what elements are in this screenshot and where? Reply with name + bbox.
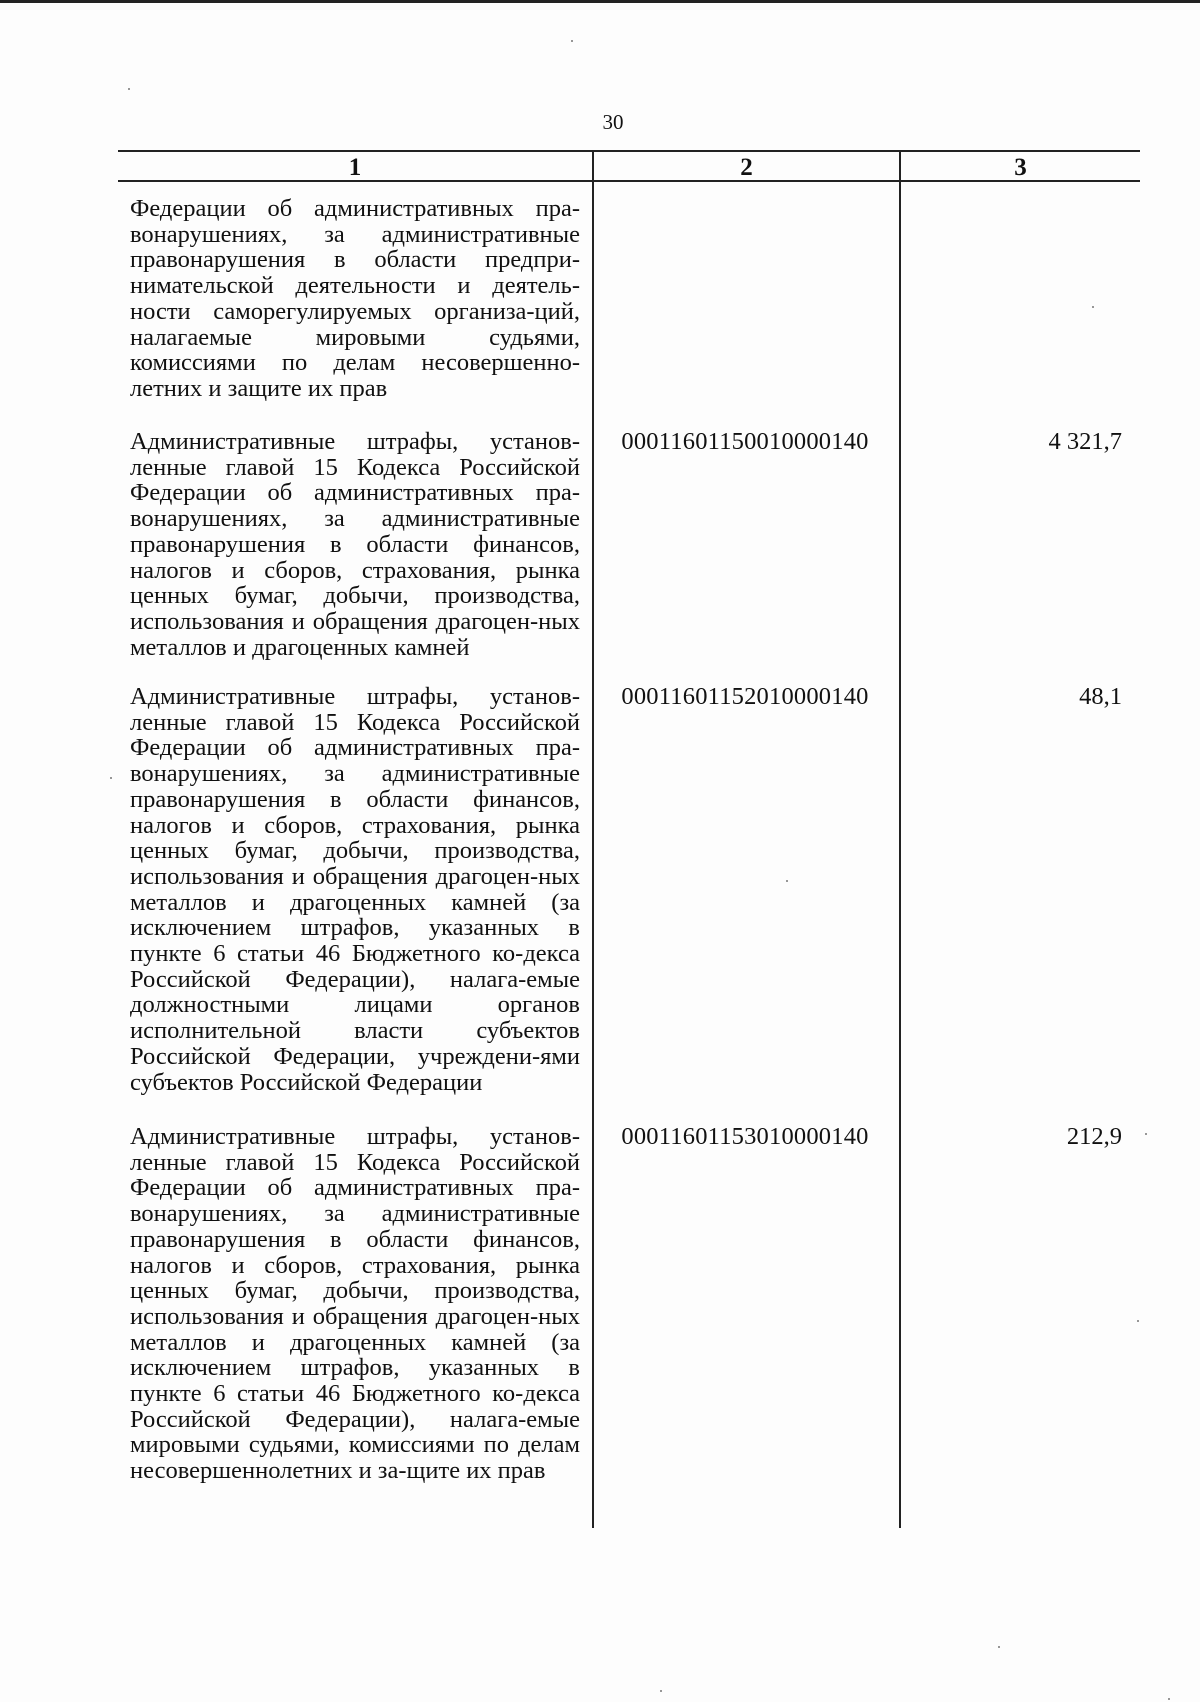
scan-speck (1092, 306, 1094, 308)
row-description: Федерации об административных пра-вонарушениях, за административные правонарушения в области предпри-нимательской деятельности и деятель-ности саморегулируемых организа-ций, налагаемые мировыми судьями, комиссиями по делам несовершенно-летних и защите их прав (130, 195, 580, 402)
column-divider-2-3 (899, 150, 901, 1528)
page-top-edge (0, 0, 1200, 3)
scan-speck (786, 880, 788, 882)
scan-speck (998, 1646, 1000, 1648)
scan-speck (110, 777, 112, 779)
row-code: 00011601152010000140 (621, 683, 869, 710)
table-top-rule (118, 150, 1140, 152)
column-header-2: 2 (740, 154, 753, 181)
row-amount: 4 321,7 (1048, 428, 1122, 455)
row-code: 00011601153010000140 (621, 1123, 869, 1150)
column-header-3: 3 (1014, 154, 1027, 181)
scan-speck (660, 1690, 662, 1692)
page-number: 30 (602, 110, 624, 134)
row-description: Административные штрафы, установ-ленные главой 15 Кодекса Российской Федерации об административных пра-вонарушениях, за административные правонарушения в области финансов, налогов и сборов, страхования, рынка ценных бумаг, добычи, производства, использования и обращения драгоцен-ных металлов и драгоценных камней (130, 428, 580, 661)
scan-speck (1145, 1133, 1147, 1135)
scan-speck (1168, 1698, 1170, 1700)
scan-speck (571, 40, 573, 42)
column-divider-1-2 (592, 150, 594, 1528)
revenue-table (118, 150, 1140, 1530)
row-amount: 212,9 (1066, 1123, 1122, 1150)
scan-speck (1137, 1320, 1139, 1322)
row-description: Административные штрафы, установ-ленные главой 15 Кодекса Российской Федерации об административных пра-вонарушениях, за административные правонарушения в области финансов, налогов и сборов, страхования, рынка ценных бумаг, добычи, производства, использования и обращения драгоцен-ных металлов и драгоценных камней (за исключением штрафов, указанных в пункте 6 статьи 46 Бюджетного ко-декса Российской Федерации), налага-емые должностными лицами органов исполнительной власти субъектов Российской Федерации, учреждени-ями субъектов Российской Федерации (130, 683, 580, 1096)
row-description: Административные штрафы, установ-ленные главой 15 Кодекса Российской Федерации об административных пра-вонарушениях, за административные правонарушения в области финансов, налогов и сборов, страхования, рынка ценных бумаг, добычи, производства, использования и обращения драгоцен-ных металлов и драгоценных камней (за исключением штрафов, указанных в пункте 6 статьи 46 Бюджетного ко-декса Российской Федерации), налага-емые мировыми судьями, комиссиями по делам несовершеннолетних и за-щите их прав (130, 1123, 580, 1485)
row-amount: 48,1 (1079, 683, 1122, 710)
scan-speck (128, 88, 130, 90)
row-code: 00011601150010000140 (621, 428, 869, 455)
column-header-1: 1 (348, 154, 362, 181)
